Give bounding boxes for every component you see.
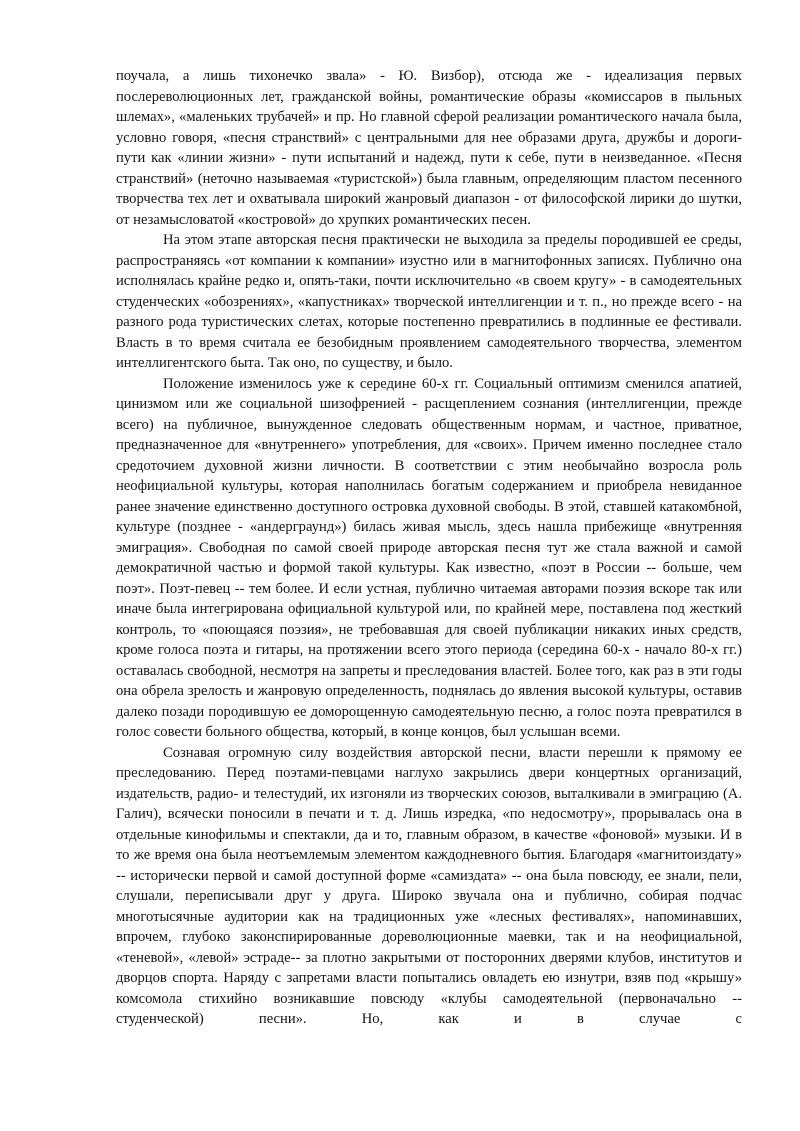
- paragraph-mid-60s-change: Положение изменилось уже к середине 60-х гг. Социальный оптимизм сменился апатией, цинизмом или же социальной шизофренией - расщеплением сознания (интеллигенции, прежде всего) на публичное, вынужденное следовать общественным нормам, и частное, приватное, предназначенное для «внутреннего» употребления, для «своих». Причем именно последнее стало средоточием духовной жизни личности. В соответствии с этим необычайно возросла роль неофициальной культуры, которая наполнилась богатым содержанием и приобрела невиданное ранее значение единственно доступного островка духовной свободы. В этой, ставшей катакомбной, культуре (позднее - «андерграунд») билась живая мысль, здесь нашла прибежище «внутренняя эмиграция». Свободная по самой своей природе авторская песня тут же стала важной и самой демократичной частью и формой такой культуры. Как известно, «поэт в России -- больше, чем поэт». Поэт-певец -- тем более. И если устная, публично читаемая авторами поэзия вскоре так или иначе была интегрирована официальной культурой или, по крайней мере, поставлена под жесткий контроль, то «поющаяся поэзия», не требовавшая для своей публикации никаких иных средств, кроме голоса поэта и гитары, на протяжении всего этого периода (середина 60-х - начало 80-х гг.) оставалась свободной, несмотря на запреты и преследования властей. Более того, как раз в эти годы она обрела зрелость и жанровую определенность, поднялась до явления высокой культуры, оставив далеко позади породившую ее доморощенную самодеятельную песню, а голос поэта превратился в голос совести больного общества, который, в конце концов, был услышан всеми.: [116, 375, 742, 740]
- paragraph-continuation: поучала, а лишь тихонечко звала» - Ю. Визбор), отсюда же - идеализация первых послереволюционных лет, гражданской войны, романтические образы «комиссаров в пыльных шлемах», «маленьких трубачей» и пр. Но главной сферой реализации романтического начала была, условно говоря, «песня странствий» с центральными для нее образами друга, дружбы и дороги-пути как «линии жизни» - пути испытаний и надежд, пути к себе, пути в неизведанное. «Песня странствий» (неточно называемая «туристской») была главным, определяющим пластом песенного творчества тех лет и охватывала широкий жанровый диапазон - от философской лирики до шутки, от незамысловатой «костровой» до хрупких романтических песен.: [116, 68, 742, 228]
- paragraph-author-song-environment: На этом этапе авторская песня практически не выходила за пределы породившей ее среды, распространяясь «от компании к компании» изустно или в магнитофонных записях. Публично она исполнялась крайне редко и, опять-таки, почти исключительно «в своем кругу» - в самодеятельных студенческих «обозрениях», «капустниках» творческой интеллигенции и т. п., но прежде всего - на разного рода туристических слетах, которые постепенно превратились в подлинные ее фестивали. Власть в то время считала ее безобидным проявлением самодеятельного творчества, элементом интеллигентского быта. Так оно, по существу, и было.: [116, 232, 742, 371]
- paragraph-persecution: Сознавая огромную силу воздействия авторской песни, власти перешли к прямому ее преследованию. Перед поэтами-певцами наглухо закрылись двери концертных организаций, издательств, радио- и телестудий, их изгоняли из творческих союзов, выталкивали в эмиграцию (А. Галич), всячески поносили в печати и т. д. Лишь изредка, «по недосмотру», прорывалась она в отдельные кинофильмы и спектакли, да и то, главным образом, в качестве «фоновой» музыки. И в то же время она была неотъемлемым элементом каждодневного бытия. Благодаря «магнитоиздату» -- исторически первой и самой доступной форме «самиздата» -- она была повсюду, ее знали, пели, слушали, переписывали друг у друга. Широко звучала она и публично, собирая подчас многотысячные аудитории как на традиционных уже «лесных фестивалях», напоминавших, впрочем, глубоко законспирированные дореволюционные маевки, так и на неофициальной, «теневой», «левой» эстраде-- за плотно закрытыми от посторонних дверями клубов, институтов и дворцов спорта. Наряду с запретами власти попытались овладеть ею изнутри, взяв под «крышу» комсомола стихийно возникавшие повсюду «клубы самодеятельной (первоначально -- студенческой) песни». Но, как и в случае с: [116, 744, 742, 1027]
- document-page: [116, 66, 742, 1030]
